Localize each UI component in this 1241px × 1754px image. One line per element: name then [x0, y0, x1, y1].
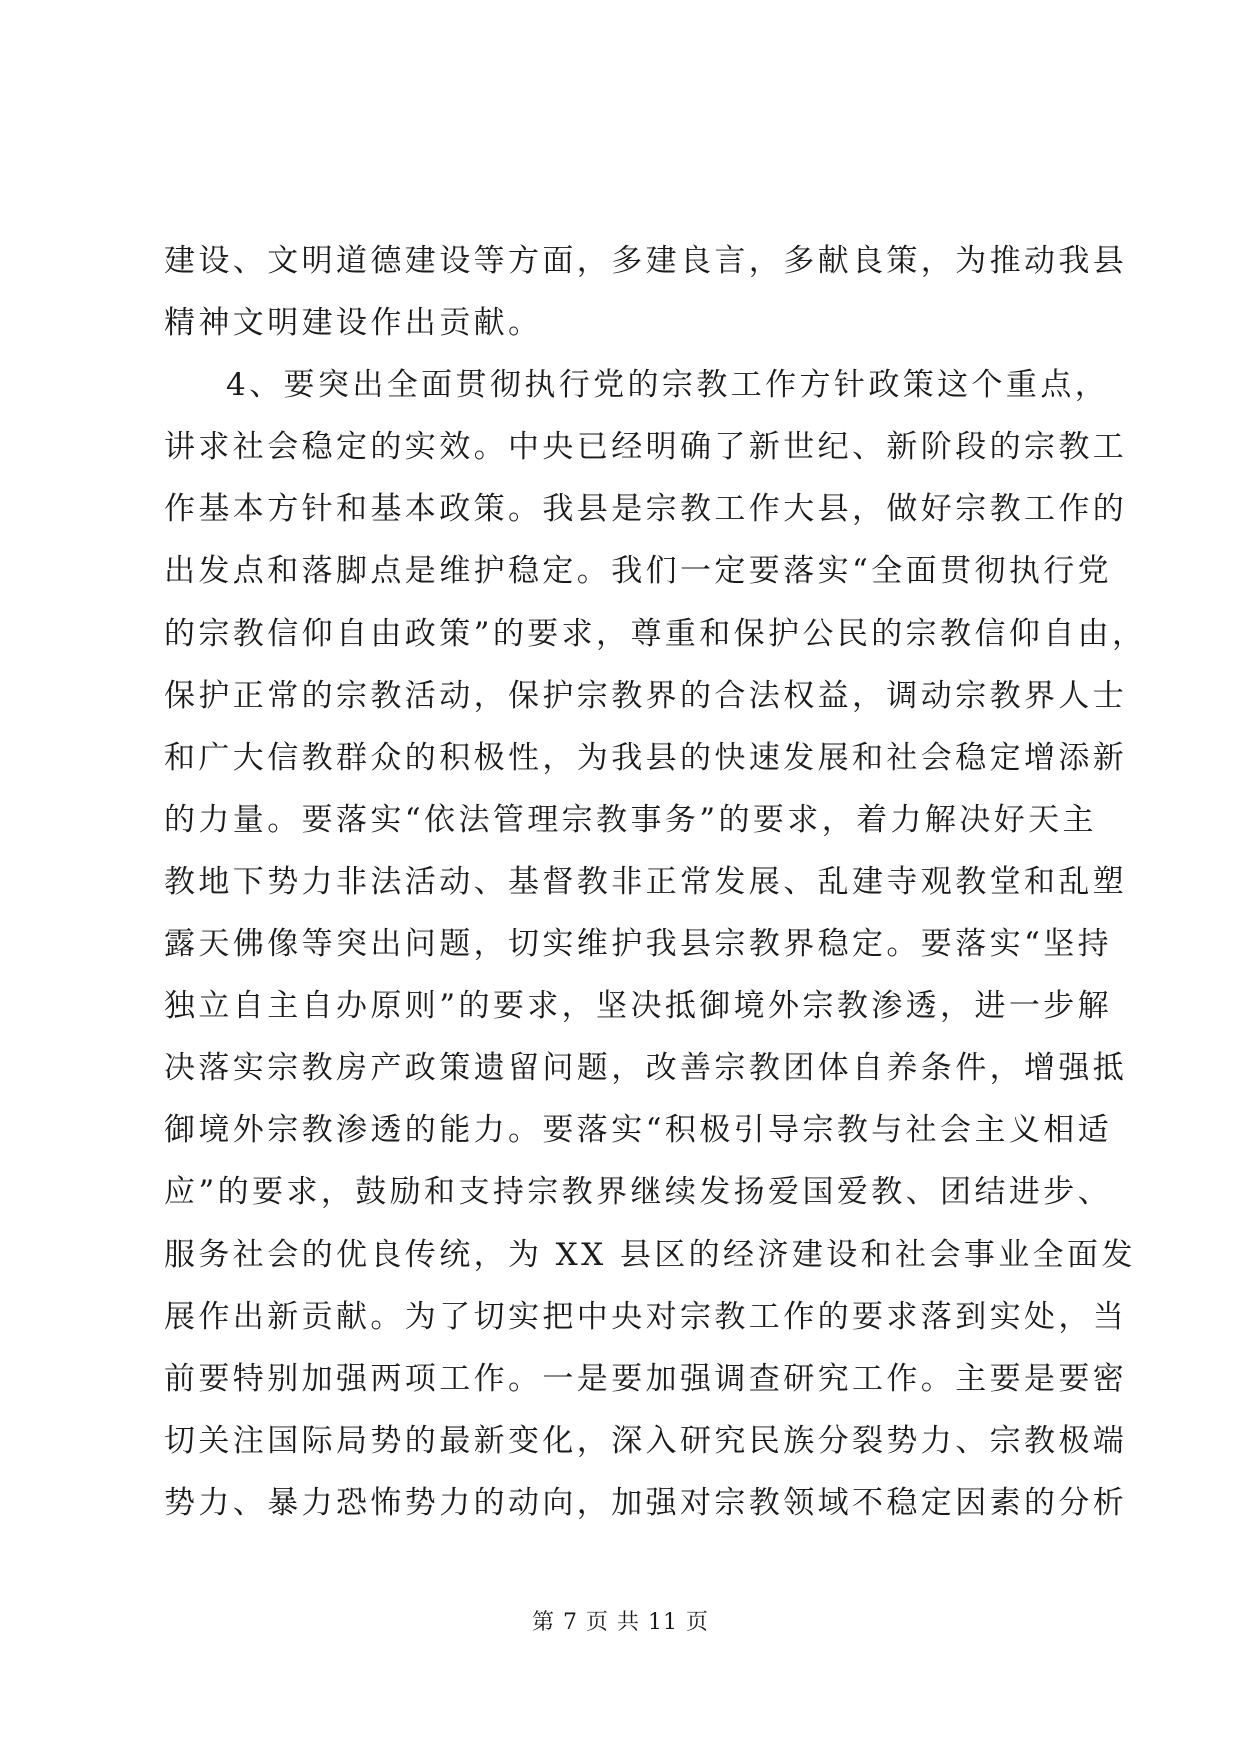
paragraph-start-line: 4、要突出全面贯彻执行党的宗教工作方针政策这个重点， — [226, 367, 1110, 404]
text-line: 建设、文明道德建设等方面，多建良言，多献良策，为推动我县 — [164, 243, 1128, 279]
text-line: 独立自主自办原则”的要求，坚决抵御境外宗教渗透，进一步解 — [164, 988, 1113, 1025]
text-line: 讲求社会稳定的实效。中央已经明确了新世纪、新阶段的宗教工 — [164, 429, 1128, 466]
body-text — [164, 230, 1147, 1534]
text-line: 决落实宗教房产政策遗留问题，改善宗教团体自养条件，增强抵 — [164, 1050, 1128, 1087]
text-line: 保护正常的宗教活动，保护宗教界的合法权益，调动宗教界人士 — [164, 677, 1128, 714]
text-line: 的宗教信仰自由政策”的要求，尊重和保护公民的宗教信仰自由， — [164, 615, 1147, 652]
page-number-footer: 第 7 页 共 11 页 — [532, 1610, 709, 1635]
text-line: 出发点和落脚点是维护稳定。我们一定要落实“全面贯彻执行党 — [164, 553, 1113, 590]
text-line: 前要特别加强两项工作。一是要加强调查研究工作。主要是要密 — [164, 1360, 1128, 1397]
text-line: 御境外宗教渗透的能力。要落实“积极引导宗教与社会主义相适 — [164, 1112, 1113, 1149]
text-line: 和广大信教群众的积极性，为我县的快速发展和社会稳定增添新 — [164, 739, 1128, 776]
text-line: 露天佛像等突出问题，切实维护我县宗教界稳定。要落实“坚持 — [164, 926, 1113, 963]
text-line: 应”的要求，鼓励和支持宗教界继续发扬爱国爱教、团结进步、 — [164, 1174, 1113, 1211]
text-line: 作基本方针和基本政策。我县是宗教工作大县，做好宗教工作的 — [164, 491, 1128, 528]
text-line: 教地下势力非法活动、基督教非正常发展、乱建寺观教堂和乱塑 — [164, 863, 1128, 900]
text-line: 精神文明建设作出贡献。 — [164, 305, 543, 342]
text-line: 展作出新贡献。为了切实把中央对宗教工作的要求落到实处，当 — [164, 1298, 1128, 1335]
text-line: 切关注国际局势的最新变化，深入研究民族分裂势力、宗教极端 — [164, 1422, 1128, 1459]
text-line: 的力量。要落实“依法管理宗教事务”的要求，着力解决好天主 — [164, 801, 1097, 838]
text-line: 服务社会的优良传统，为 XX 县区的经济建设和社会事业全面发 — [164, 1236, 1136, 1273]
text-line: 势力、暴力恐怖势力的动向，加强对宗教领域不稳定因素的分析 — [164, 1484, 1128, 1521]
